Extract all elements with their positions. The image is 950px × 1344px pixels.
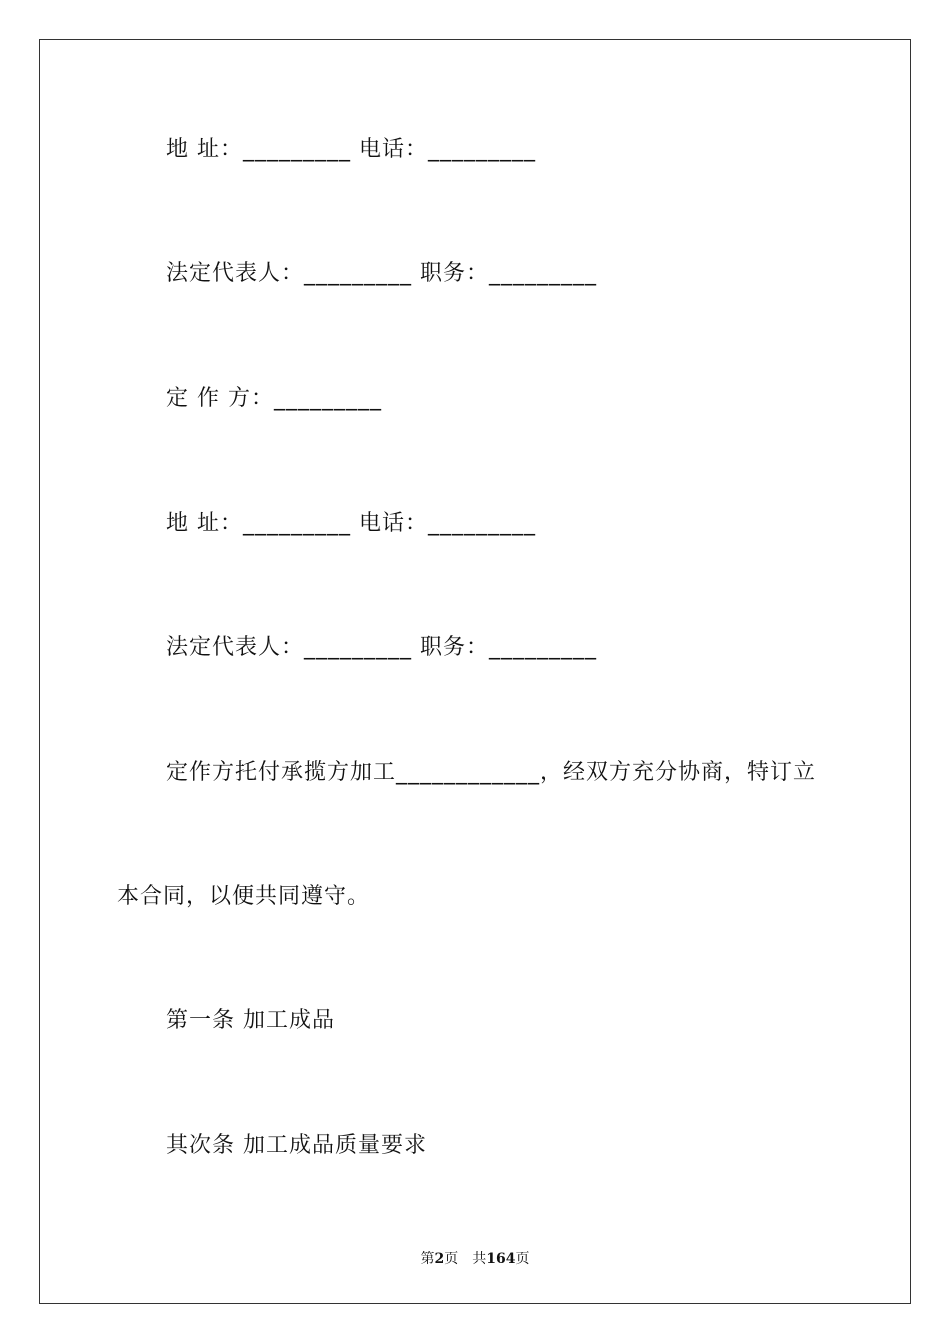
footer-prefix: 第 [420, 1251, 435, 1267]
party-a-legal-rep-title: 法定代表人：_________ 职务：_________ [166, 261, 597, 286]
page-border [39, 39, 911, 1304]
footer-mid: 页 共 [444, 1251, 487, 1267]
ordering-party-label: 定 作 方：_________ [166, 386, 382, 411]
footer-suffix: 页 [515, 1251, 530, 1267]
preamble-line-2: 本合同，以便共同遵守。 [117, 884, 371, 909]
article-1-heading: 第一条 加工成品 [166, 1008, 335, 1033]
ordering-party-address-phone: 地 址：_________ 电话：_________ [166, 511, 536, 536]
preamble-line-1: 定作方托付承揽方加工____________，经双方充分协商，特订立 [166, 760, 817, 785]
article-2-heading: 其次条 加工成品质量要求 [166, 1133, 427, 1158]
footer-page-number: 2 [434, 1251, 445, 1267]
footer-total-pages: 164 [486, 1251, 516, 1267]
party-a-address-phone: 地 址：_________ 电话：_________ [166, 137, 536, 162]
ordering-party-legal-rep-title: 法定代表人：_________ 职务：_________ [166, 635, 597, 660]
page-footer [0, 1248, 950, 1268]
